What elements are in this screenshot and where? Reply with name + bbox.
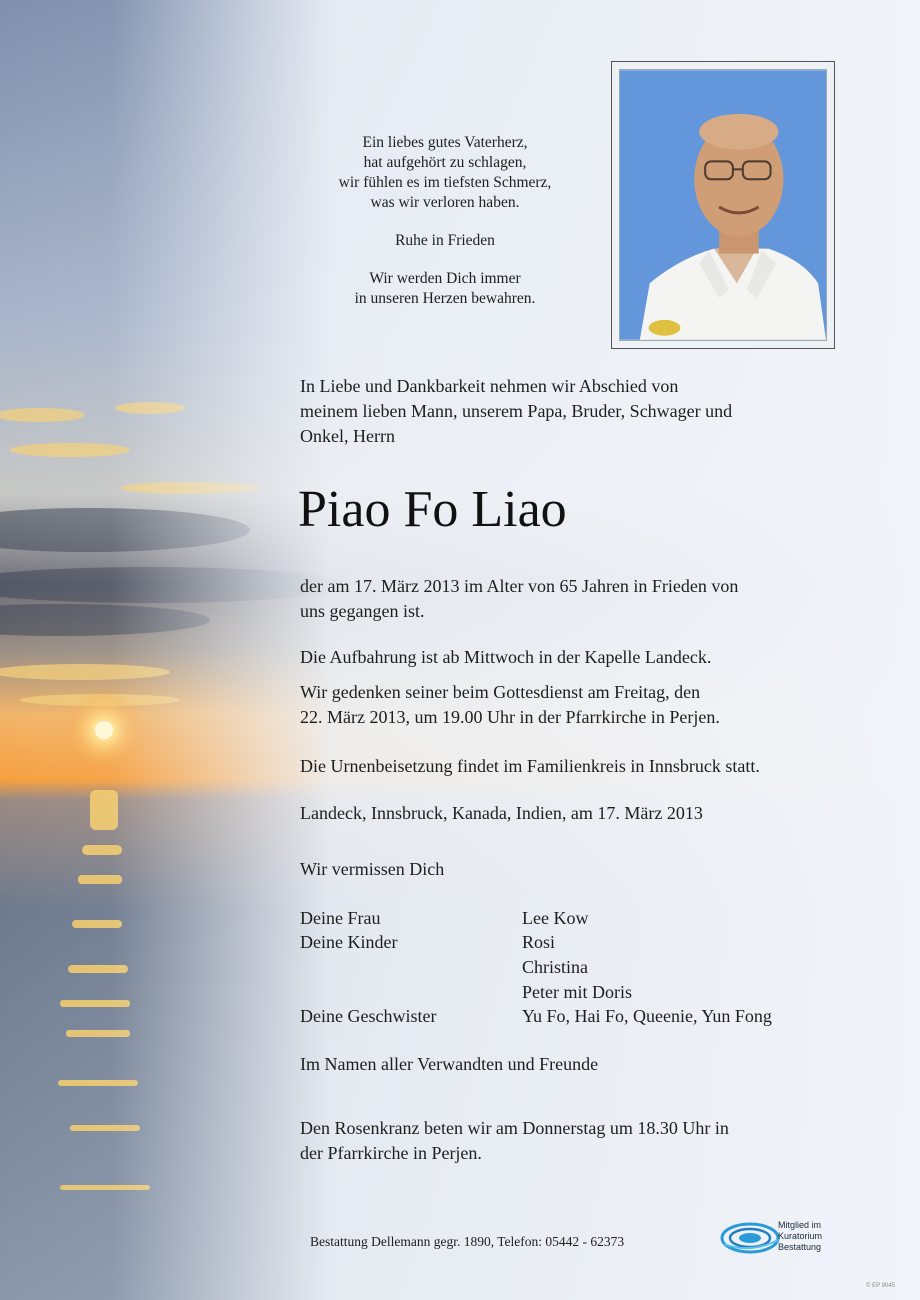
intro-line: Onkel, Herrn (300, 426, 395, 446)
logo-line: Kuratorium Bestattung (778, 1231, 823, 1252)
poem-line: Ruhe in Frieden (395, 232, 495, 249)
logo-line: Mitglied im (778, 1220, 822, 1230)
poem-line: was wir verloren haben. (370, 194, 520, 211)
family-member: Yu Fo, Hai Fo, Queenie, Yun Fong (522, 1006, 772, 1026)
rosary-line: der Pfarrkirche in Perjen. (300, 1143, 482, 1163)
service-line: 22. März 2013, um 19.00 Uhr in der Pfarrkirche in Perjen. (300, 707, 720, 727)
family-member: Peter mit Doris (522, 982, 632, 1002)
poem-line: Ein liebes gutes Vaterherz, (362, 134, 528, 151)
family-member: Rosi (522, 932, 556, 952)
death-line: der am 17. März 2013 im Alter von 65 Jahren in Frieden von (300, 576, 739, 596)
place-date: Landeck, Innsbruck, Kanada, Indien, am 17. März 2013 (300, 803, 703, 823)
family-label: Deine Geschwister (300, 1006, 437, 1026)
swirl-logo-icon (720, 1218, 782, 1258)
logo-text (778, 1220, 855, 1253)
deceased-name: Piao Fo Liao (298, 481, 567, 538)
viewing-paragraph: Die Aufbahrung ist ab Mittwoch in der Kapelle Landeck. (300, 647, 712, 667)
family-member: Lee Kow (522, 908, 589, 928)
rosary-paragraph (300, 1116, 840, 1166)
poem-line: hat aufgehört zu schlagen, (363, 154, 527, 171)
service-line: Wir gedenken seiner beim Gottesdienst am Freitag, den (300, 682, 701, 702)
death-paragraph (300, 574, 840, 624)
portrait-photo (619, 69, 827, 341)
family-label: Deine Kinder (300, 932, 398, 952)
funeral-home-footer: Bestattung Dellemann gegr. 1890, Telefon: 05442 - 62373 (310, 1234, 625, 1249)
service-paragraph (300, 680, 840, 730)
relatives-line: Im Namen aller Verwandten und Freunde (300, 1054, 599, 1074)
urn-paragraph: Die Urnenbeisetzung findet im Familienkreis in Innsbruck statt. (300, 756, 760, 776)
rosary-line: Den Rosenkranz beten wir am Donnerstag um 18.30 Uhr in (300, 1118, 729, 1138)
intro-line: In Liebe und Dankbarkeit nehmen wir Abschied von (300, 376, 679, 396)
death-line: uns gegangen ist. (300, 601, 425, 621)
kuratorium-logo (720, 1218, 855, 1258)
portrait-photo-frame (611, 61, 835, 349)
intro-line: meinem lieben Mann, unserem Papa, Bruder, Schwager und (300, 401, 733, 421)
intro-paragraph (300, 374, 840, 449)
poem-line: in unseren Herzen bewahren. (354, 290, 536, 307)
poem-line: Wir werden Dich immer (369, 270, 521, 287)
miss-you-line: Wir vermissen Dich (300, 859, 445, 879)
family-label: Deine Frau (300, 908, 381, 928)
memorial-poem (300, 133, 590, 327)
family-member: Christina (522, 957, 588, 977)
document-code: © EP 9045 (866, 1283, 895, 1289)
poem-line: wir fühlen es im tiefsten Schmerz, (338, 174, 552, 191)
